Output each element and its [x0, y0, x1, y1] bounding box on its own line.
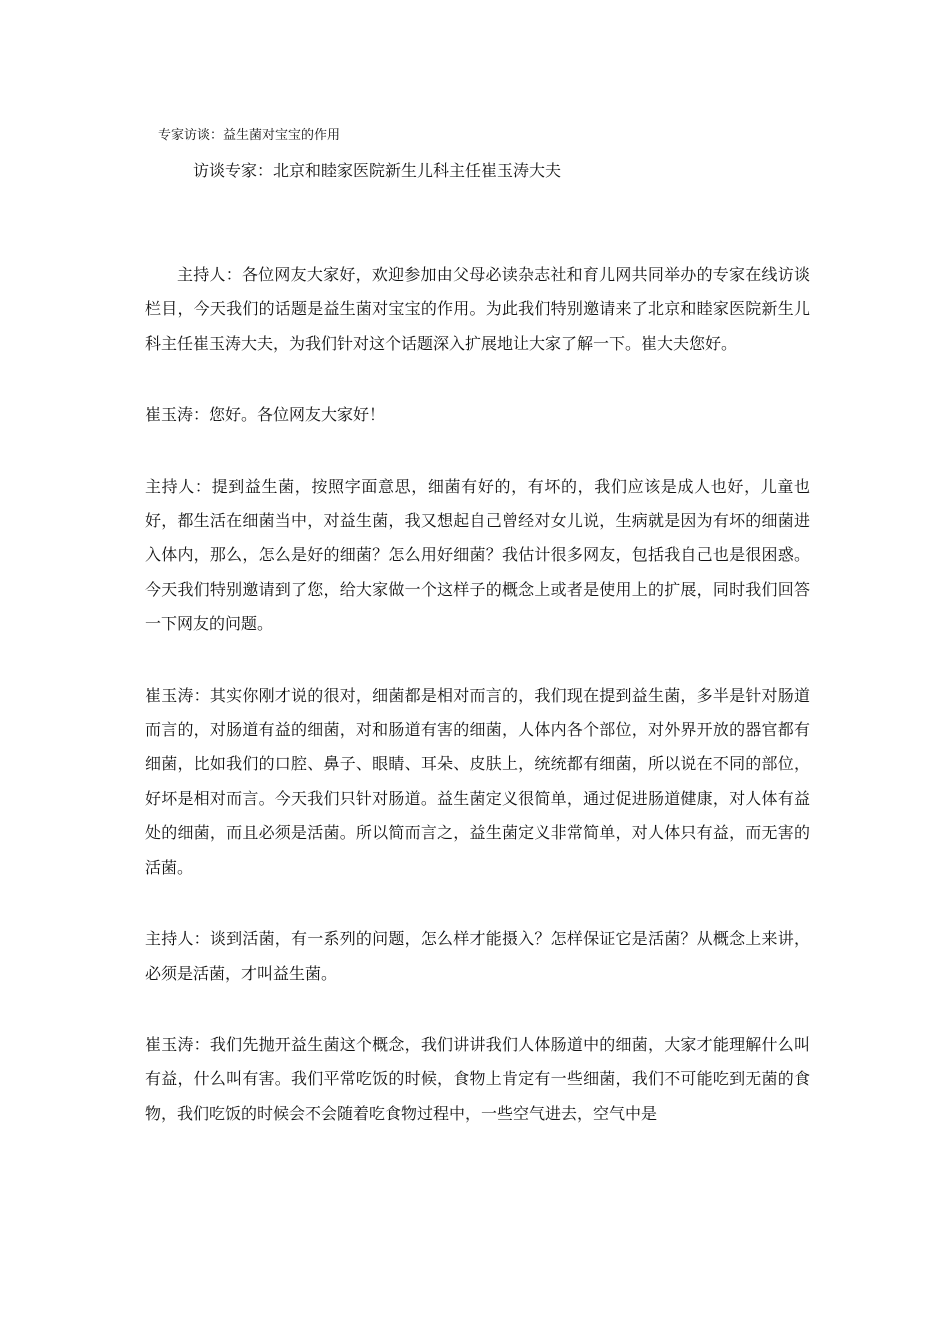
paragraph-host-question: 主持人：提到益生菌，按照字面意思，细菌有好的，有坏的，我们应该是成人也好，儿童也好，都生活在细菌当中，对益生菌，我又想起自己曾经对女儿说，生病就是因为有坏的细菌进入体内，那么，怎么是好的细菌？怎么用好细菌？我估计很多网友，包括我自己也是很困惑。今天我们特别邀请到了您，给大家做一个这样子的概念上或者是使用上的扩展，同时我们回答一下网友的问题。	[145, 476, 810, 634]
interview-body	[145, 258, 810, 1168]
paragraph-doctor-definition: 崔玉涛：其实你刚才说的很对，细菌都是相对而言的，我们现在提到益生菌，多半是针对肠道而言的，对肠道有益的细菌，对和肠道有害的细菌，人体内各个部位，对外界开放的器官都有细菌，比如我们的口腔、鼻子、眼睛、耳朵、皮肤上，统统都有细菌，所以说在不同的部位，好坏是相对而言。今天我们只针对肠道。益生菌定义很简单，通过促进肠道健康，对人体有益处的细菌，而且必须是活菌。所以简而言之，益生菌定义非常简单，对人体只有益，而无害的活菌。	[145, 685, 810, 877]
document-subtitle: 访谈专家：北京和睦家医院新生儿科主任崔玉涛大夫	[193, 161, 562, 180]
paragraph-doctor-gut-bacteria: 崔玉涛：我们先抛开益生菌这个概念，我们讲讲我们人体肠道中的细菌，大家才能理解什么叫有益，什么叫有害。我们平常吃饭的时候，食物上肯定有一些细菌，我们不可能吃到无菌的食物，我们吃饭的时候会不会随着吃食物过程中，一些空气进去，空气中是	[145, 1034, 810, 1123]
paragraph-host-live-bacteria: 主持人：谈到活菌，有一系列的问题，怎么样才能摄入？怎样保证它是活菌？从概念上来讲，必须是活菌，才叫益生菌。	[145, 929, 810, 983]
paragraph-doctor-greeting: 崔玉涛：您好。各位网友大家好！	[145, 405, 386, 425]
paragraph-host-intro: 主持人：各位网友大家好，欢迎参加由父母必读杂志社和育儿网共同举办的专家在线访谈栏目，今天我们的话题是益生菌对宝宝的作用。为此我们特别邀请来了北京和睦家医院新生儿科主任崔玉涛大夫，为我们针对这个话题深入扩展地让大家了解一下。崔大夫您好。	[145, 265, 810, 353]
document-title: 专家访谈：益生菌对宝宝的作用	[158, 128, 341, 143]
